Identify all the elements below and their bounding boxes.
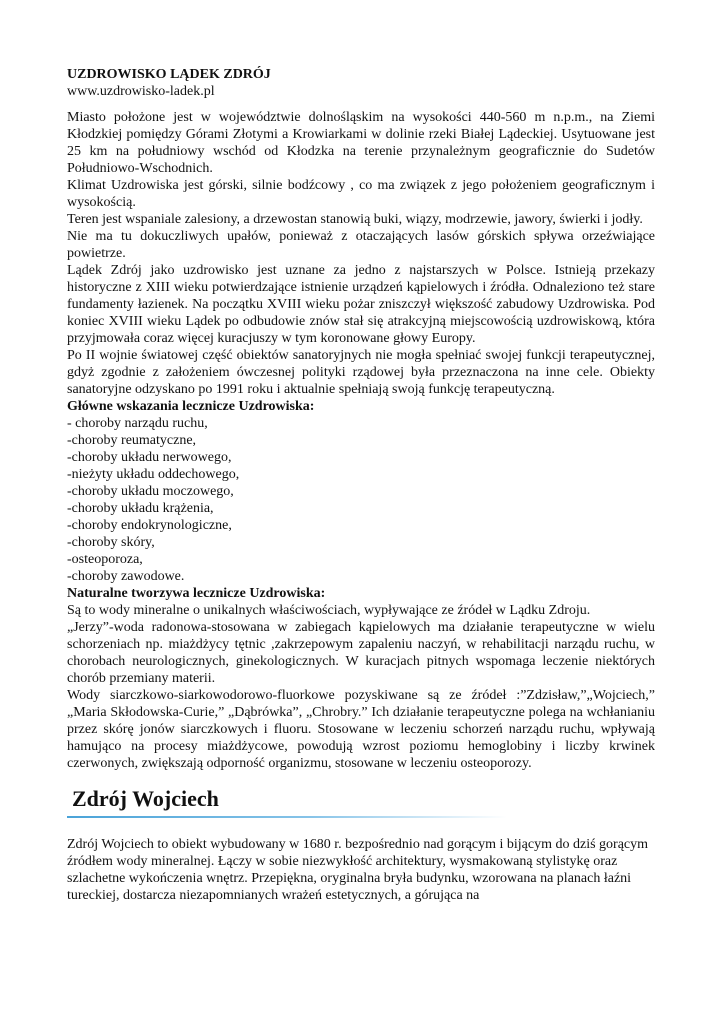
list-item: -choroby reumatyczne,	[67, 433, 197, 448]
list-item: -choroby zawodowe.	[67, 569, 185, 584]
heading-underline	[67, 816, 507, 818]
paragraph-climate: Klimat Uzdrowiska jest górski, silnie bodźcowy , co ma związek z jego położeniem geograficznym i wysokością.	[67, 178, 655, 210]
list-item: -choroby układu moczowego,	[67, 484, 234, 499]
list-item: -choroby układu nerwowego,	[67, 450, 232, 465]
indications-list	[67, 415, 655, 585]
paragraph-jerzy-spring: „Jerzy”-woda radonowa-stosowana w zabiegach kąpielowych ma działanie terapeutyczne w wielu schorzeniach np. miażdżycy tętnic ,zakrzepowym zapaleniu naczyń, w rehabilitacji narządu ruchu, w chorobach neurologicznych, ginekologicznych. W kuracjach pitnych wspomaga leczenie niektórych chorób przemiany materii.	[67, 620, 655, 686]
paragraph-postwar: Po II wojnie światowej część obiektów sanatoryjnych nie mogła spełniać swojej funkcji terapeutycznej, gdyż zgodnie z założeniem ówczesnej polityki rządowej była przeznaczona na inne cele. Obiekty sanatoryjne odzyskano po 1991 roku i aktualnie spełniają swoją funkcję terapeutyczną.	[67, 348, 655, 397]
list-item: -nieżyty układu oddechowego,	[67, 467, 240, 482]
paragraph-location: Miasto położone jest w województwie dolnośląskim na wysokości 440-560 m n.p.m., na Ziemi Kłodzkiej pomiędzy Górami Złotymi a Krowiarkami w dolinie rzeki Białej Lądeckiej. Usytuowane jest 25 km na południowy wschód od Kłodzka na terenie przynależnym geograficznie do Sudetów Południowo-Wschodnich.	[67, 110, 655, 176]
list-item: -choroby skóry,	[67, 535, 155, 550]
section-heading: Zdrój Wojciech	[72, 786, 219, 811]
document-title: UZDROWISKO LĄDEK ZDRÓJ	[67, 67, 271, 82]
materials-heading: Naturalne tworzywa lecznicze Uzdrowiska:	[67, 586, 326, 601]
list-item: - choroby narządu ruchu,	[67, 416, 208, 431]
paragraph-zdroj-wojciech: Zdrój Wojciech to obiekt wybudowany w 1680 r. bezpośrednio nad gorącym i bijącym do dziś gorącym źródłem wody mineralnej. Łączy w sobie niezwykłość architektury, wysmakowaną stylistykę oraz szlachetne wykończenia wnętrz. Przepiękna, oryginalna bryła budynku, wzorowana na planach łaźni tureckiej, dostarcza niezapomnianych wrażeń estetycznych, a górująca na	[67, 837, 649, 903]
paragraph-history: Lądek Zdrój jako uzdrowisko jest uznane za jedno z najstarszych w Polsce. Istnieją przekazy historyczne z XIII wieku potwierdzające istnienie urządzeń kąpielowych i źródła. Odnaleziono też stare fundamenty łazienek. Na początku XVIII wieku pożar zniszczył większość zabudowy Uzdrowiska. Pod koniec XVIII wieku Lądek po odbudowie znów stał się atrakcyjną miejscowością uzdrowiskową, która przyjmowała coraz więcej kuracjuszy w tym koronowane głowy Europy.	[67, 263, 655, 346]
indications-heading: Główne wskazania lecznicze Uzdrowiska:	[67, 399, 315, 414]
paragraph-sulphide-waters: Wody siarczkowo-siarkowodorowo-fluorkowe pozyskiwane są ze źródeł :”Zdzisław,”„Wojciech,” „Maria Skłodowska-Curie,” „Dąbrówka”, „Chrobry.” Ich działanie terapeutyczne polega na wchłanianiu przez skórę jonów siarczkowych i fluoru. Stosowane w leczeniu schorzeń narządu ruchu, wpływają hamująco na procesy miażdżycowe, powodują wzrost poziomu hemoglobiny i liczby krwinek czerwonych, zwiększają odporność organizmu, stosowane w leczeniu osteoporozy.	[67, 688, 655, 771]
paragraph-forests: Teren jest wspaniale zalesiony, a drzewostan stanowią buki, wiązy, modrzewie, jawory, świerki i jodły.	[67, 212, 643, 227]
paragraph-mineral-waters: Są to wody mineralne o unikalnych właściwościach, wypływające ze źródeł w Lądku Zdroju.	[67, 603, 591, 618]
website-url[interactable]: www.uzdrowisko-ladek.pl	[67, 84, 215, 99]
list-item: -choroby endokrynologiczne,	[67, 518, 232, 533]
paragraph-weather: Nie ma tu dokuczliwych upałów, ponieważ z otaczających lasów górskich spływa orzeźwiające powietrze.	[67, 229, 655, 261]
list-item: -osteoporoza,	[67, 552, 143, 567]
list-item: -choroby układu krążenia,	[67, 501, 214, 516]
document-content	[67, 66, 655, 904]
section-header	[67, 786, 655, 818]
